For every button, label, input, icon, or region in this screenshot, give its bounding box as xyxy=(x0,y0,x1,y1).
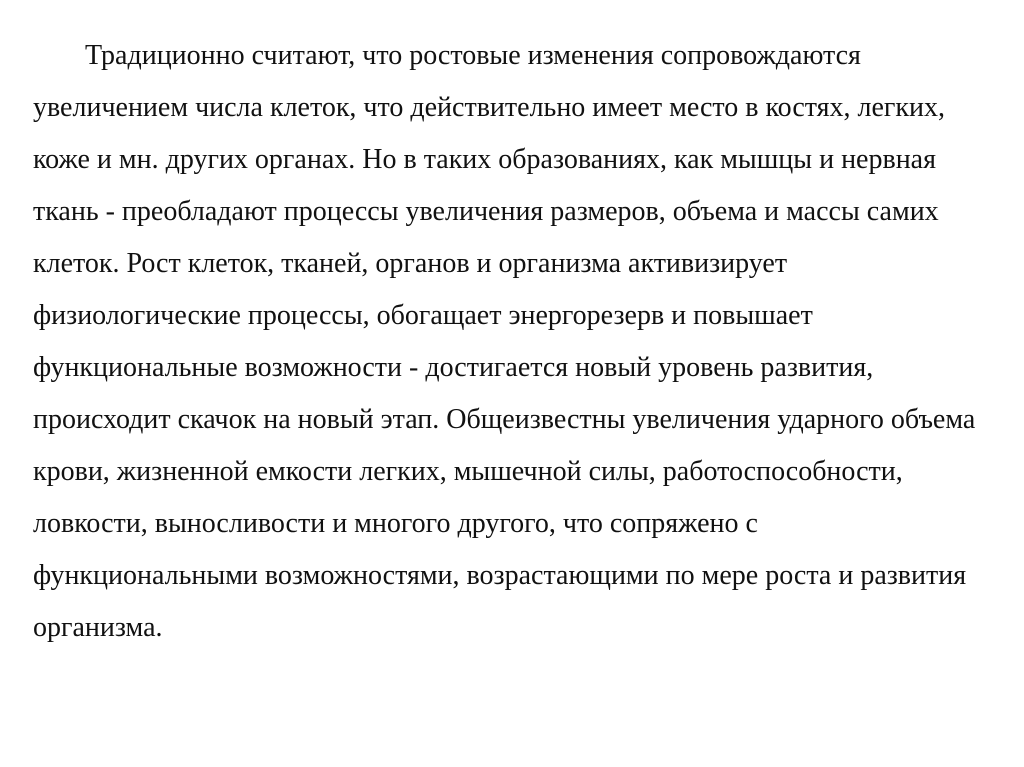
text-line: ткань - преобладают процессы увеличения размеров, объема и массы самих xyxy=(33,196,939,227)
text-line: коже и мн. других органах. Но в таких образованиях, как мышцы и нервная xyxy=(33,144,936,175)
paragraph xyxy=(33,30,1014,654)
text-line: происходит скачок на новый этап. Общеизвестны увеличения ударного объема xyxy=(33,404,976,435)
text-line: функциональные возможности - достигается новый уровень развития, xyxy=(33,352,874,383)
text-line: крови, жизненной емкости легких, мышечной силы, работоспособности, xyxy=(33,456,903,487)
text-line: организма. xyxy=(33,612,163,643)
text-line: Традиционно считают, что ростовые изменения сопровождаются xyxy=(85,40,861,71)
text-line: физиологические процессы, обогащает энергорезерв и повышает xyxy=(33,300,813,331)
text-line: клеток. Рост клеток, тканей, органов и организма активизирует xyxy=(33,248,788,279)
text-line: функциональными возможностями, возрастающими по мере роста и развития xyxy=(33,560,967,591)
text-line: ловкости, выносливости и многого другого, что сопряжено с xyxy=(33,508,758,539)
text-line: увеличением числа клеток, что действительно имеет место в костях, легких, xyxy=(33,92,945,123)
